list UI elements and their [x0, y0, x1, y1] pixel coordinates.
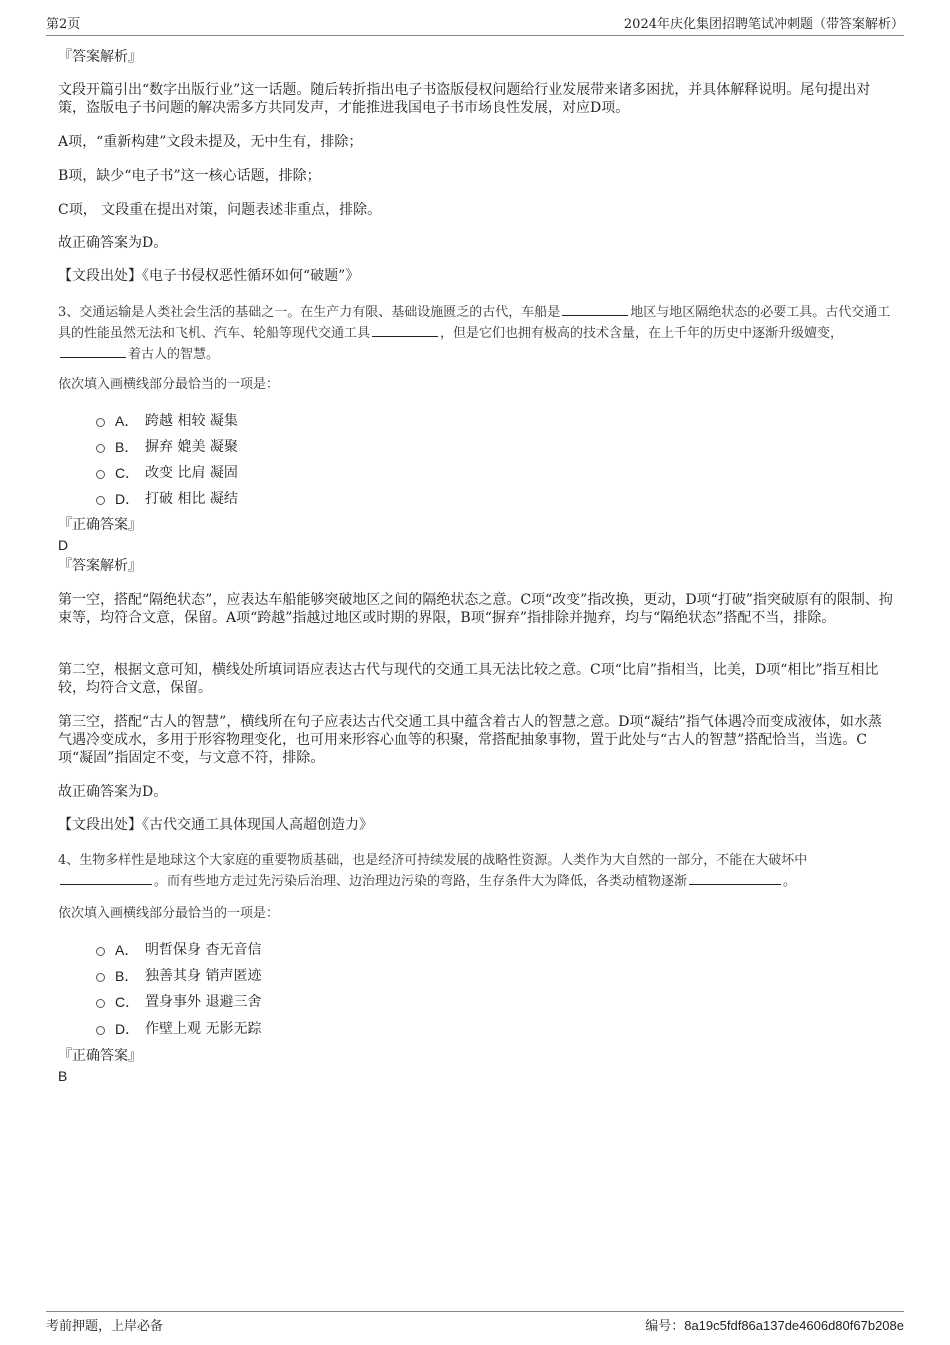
q4-option-b[interactable]: B． 独善其身 销声匿迹	[96, 967, 261, 985]
radio-icon[interactable]	[96, 1026, 105, 1035]
q3-stem: 3、交通运输是人类社会生活的基础之一。在生产力有限、基础设施匮乏的古代，车船是 地区与地区隔绝状态的必要工具。古代交通工具的性能虽然无法和飞机、汽车、轮船等现代交通工具 ，但是它们也拥有极高的技术含量，在上千年的历史中逐渐升级嬗变， 着古人的智慧。	[58, 302, 894, 365]
radio-icon[interactable]	[96, 973, 105, 982]
q2-analysis-p1: 文段开篇引出“数字出版行业”这一话题。随后转折指出电子书盗版侵权问题给行业发展带来诸多困扰，并具体解释说明。尾句提出对策，盗版电子书问题的解决需多方共同发声，才能推进我国电子书市场良性发展，对应D项。	[58, 82, 871, 116]
page-footer	[46, 1311, 904, 1334]
q3-option-c[interactable]: C． 改变 比肩 凝固	[96, 464, 238, 482]
q3-correct-answer: D	[58, 537, 69, 553]
q4-prompt: 依次填入画横线部分最恰当的一项是：	[58, 906, 280, 921]
page-number: 第2页	[46, 17, 81, 32]
q3-source: 【文段出处】《古代交通工具体现国人高超创造力》	[58, 817, 373, 833]
radio-icon[interactable]	[96, 418, 105, 427]
document-title: 2024年庆化集团招聘笔试冲刺题（带答案解析）	[623, 17, 904, 32]
radio-icon[interactable]	[96, 496, 105, 505]
q2-analysis-label: 『答案解析』	[58, 49, 142, 65]
q4-option-a[interactable]: A． 明哲保身 杳无音信	[96, 941, 261, 959]
radio-icon[interactable]	[96, 999, 105, 1008]
radio-icon[interactable]	[96, 444, 105, 453]
q4-option-c[interactable]: C． 置身事外 退避三舍	[96, 993, 261, 1011]
blank-1	[562, 302, 628, 316]
q3-analysis-label: 『答案解析』	[58, 558, 142, 574]
q3-option-a[interactable]: A． 跨越 相较 凝集	[96, 412, 238, 430]
page-header	[46, 12, 904, 36]
q2-conclusion: 故正确答案为D。	[58, 235, 168, 251]
blank-2	[689, 871, 781, 885]
q2-analysis-c: C项， 文段重在提出对策，问题表述非重点，排除。	[58, 202, 382, 218]
q4-stem: 4、生物多样性是地球这个大家庭的重要物质基础，也是经济可持续发展的战略性资源。人类作为大自然的一部分，不能在大破坏中 。而有些地方走过先污染后治理、边治理边污染的弯路，生存条件大为降低，各类动植物逐渐 。	[58, 853, 808, 889]
q4-correct-answer: B	[58, 1068, 68, 1084]
q2-analysis-a: A项，“重新构建”文段未提及，无中生有，排除；	[58, 134, 363, 150]
document-code: 编号：8a19c5fdf86a137de4606d80f67b208e	[645, 1318, 904, 1334]
blank-3	[60, 344, 126, 358]
q3-option-d[interactable]: D． 打破 相比 凝结	[96, 490, 238, 508]
radio-icon[interactable]	[96, 947, 105, 956]
blank-1	[60, 871, 152, 885]
q3-conclusion: 故正确答案为D。	[58, 784, 168, 800]
q3-analysis-1: 第一空，搭配“隔绝状态”，应表达车船能够突破地区之间的隔绝状态之意。C项“改变”指改换，更动，D项“打破”指突破原有的限制、拘束等，均符合文意，保留。A项“跨越”指越过地区或时期的界限，B项“摒弃”指排除并抛弃，均与“隔绝状态”搭配不当，排除。	[58, 592, 893, 626]
q2-source: 【文段出处】《电子书侵权恶性循环如何“破题”》	[58, 268, 360, 284]
q4-correct-label: 『正确答案』	[58, 1048, 142, 1064]
footer-slogan: 考前押题，上岸必备	[46, 1319, 164, 1334]
q4-option-d[interactable]: D． 作壁上观 无影无踪	[96, 1020, 261, 1038]
radio-icon[interactable]	[96, 470, 105, 479]
q3-prompt: 依次填入画横线部分最恰当的一项是：	[58, 377, 280, 392]
q2-analysis-b: B项，缺少“电子书”这一核心话题，排除；	[58, 168, 321, 184]
q3-analysis-3: 第三空，搭配“古人的智慧”，横线所在句子应表达古代交通工具中蕴含着古人的智慧之意。D项“凝结”指气体遇冷而变成液体，如水蒸气遇冷变成水，多用于形容物理变化，也可用来形容心血等的积聚，常搭配抽象事物，置于此处与“古人的智慧”搭配恰当，当选。C项“凝固”指固定不变，与文意不符，排除。	[58, 714, 882, 766]
q3-correct-label: 『正确答案』	[58, 517, 142, 533]
blank-2	[372, 323, 438, 337]
q3-analysis-2: 第二空，根据文意可知，横线处所填词语应表达古代与现代的交通工具无法比较之意。C项“比肩”指相当，比美，D项“相比”指互相比较，均符合文意，保留。	[58, 662, 879, 696]
q3-option-b[interactable]: B． 摒弃 媲美 凝聚	[96, 438, 238, 456]
